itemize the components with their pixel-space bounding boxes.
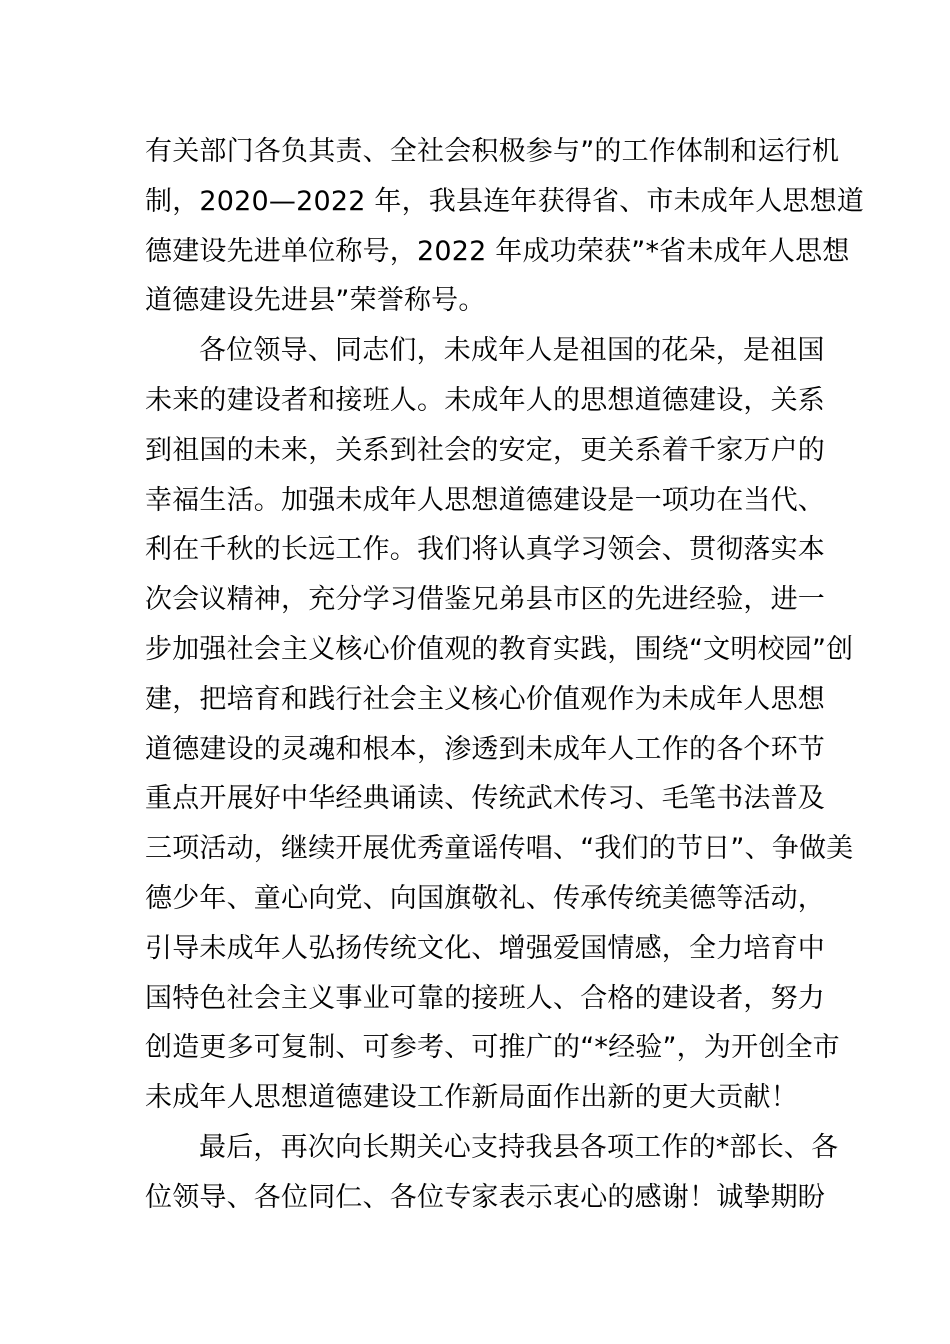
text-line: 未成年人思想道德建设工作新局面作出新的更大贡献！ xyxy=(145,1082,798,1114)
text-line: 次会议精神，充分学习借鉴兄弟县市区的先进经验，进一 xyxy=(145,584,825,616)
text-line: 重点开展好中华经典诵读、传统武术传习、毛笔书法普及 xyxy=(145,783,825,815)
text-line: 最后，再次向长期关心支持我县各项工作的*部长、各 xyxy=(199,1131,839,1163)
text-line: 位领导、各位同仁、各位专家表示衷心的感谢！诚挚期盼 xyxy=(145,1181,825,1213)
text-line: 各位领导、同志们，未成年人是祖国的花朵，是祖国 xyxy=(199,335,825,367)
text-line: 德少年、童心向党、向国旗敬礼、传承传统美德等活动， xyxy=(145,882,825,914)
text-line: 创造更多可复制、可参考、可推广的“*经验”，为开创全市 xyxy=(145,1032,840,1064)
text-line: 建，把培育和践行社会主义核心价值观作为未成年人思想 xyxy=(145,683,825,715)
text-line: 引导未成年人弘扬传统文化、增强爱国情感，全力培育中 xyxy=(145,932,825,964)
text-line: 利在千秋的长远工作。我们将认真学习领会、贯彻落实本 xyxy=(145,534,825,566)
body-text xyxy=(145,127,865,1223)
text-line: 步加强社会主义核心价值观的教育实践，围绕“文明校园”创 xyxy=(145,633,854,665)
text-line: 国特色社会主义事业可靠的接班人、合格的建设者，努力 xyxy=(145,982,825,1014)
text-line: 未来的建设者和接班人。未成年人的思想道德建设，关系 xyxy=(145,384,825,416)
text-line: 制，2020—2022 年，我县连年获得省、市未成年人思想道 xyxy=(145,185,865,217)
text-line: 道德建设的灵魂和根本，渗透到未成年人工作的各个环节 xyxy=(145,733,825,765)
text-line: 有关部门各负其责、全社会积极参与”的工作体制和运行机 xyxy=(145,136,840,167)
text-line: 幸福生活。加强未成年人思想道德建设是一项功在当代、 xyxy=(145,484,825,516)
text-line: 三项活动，继续开展优秀童谣传唱、“我们的节日”、争做美 xyxy=(145,833,854,865)
text-line: 德建设先进单位称号，2022 年成功荣获”*省未成年人思想 xyxy=(145,235,850,267)
text-line: 到祖国的未来，关系到社会的安定，更关系着千家万户的 xyxy=(145,434,825,466)
text-line: 道德建设先进县”荣誉称号。 xyxy=(145,285,486,317)
